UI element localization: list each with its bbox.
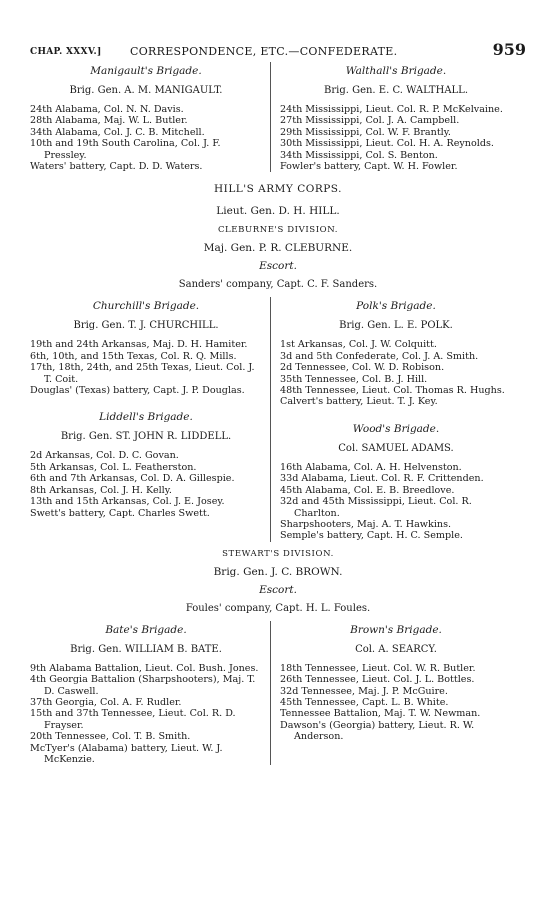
- brigade-commander: Brig. Gen. WILLIAM B. BATE.: [70, 643, 222, 655]
- unit-entry: 3d and 5th Confederate, Col. J. A. Smith.: [280, 350, 479, 362]
- cleburne-right-column: [270, 297, 512, 541]
- unit-entry: Semple's battery, Capt. H. C. Semple.: [280, 530, 463, 542]
- unit-entry: 28th Alabama, Maj. W. L. Butler.: [30, 115, 188, 127]
- unit-entry: 34th Mississippi, Col. S. Benton.: [280, 149, 438, 161]
- unit-entry: 35th Tennessee, Col. B. J. Hill.: [280, 373, 428, 385]
- stewart-left-column: [30, 621, 270, 766]
- unit-entry: 24th Alabama, Col. N. N. Davis.: [30, 104, 184, 115]
- unit-entry: 34th Alabama, Col. J. C. B. Mitchell.: [30, 126, 205, 138]
- unit-entry: 29th Mississippi, Col. W. F. Brantly.: [280, 126, 451, 138]
- unit-list: [30, 339, 262, 396]
- brigade-title: Polk's Brigade.: [356, 300, 436, 313]
- unit-entry: 27th Mississippi, Col. J. A. Campbell.: [280, 115, 460, 127]
- chapter-label: CHAP. XXXV.]: [30, 47, 102, 57]
- unit-entry: 2d Tennessee, Col. W. D. Robison.: [280, 362, 445, 374]
- unit-entry: Dawson's (Georgia) battery, Lieut. R. W. Anderson.: [280, 719, 475, 743]
- unit-list: [30, 450, 262, 518]
- top-brigades: [30, 62, 526, 172]
- unit-entry: 8th Arkansas, Col. J. H. Kelly.: [30, 484, 172, 496]
- cleburne-division-title: CLEBURNE'S DIVISION.: [217, 225, 339, 236]
- top-right-column: [270, 62, 512, 172]
- unit-entry: 16th Alabama, Col. A. H. Helvenston.: [280, 461, 462, 473]
- brigade-commander: Brig. Gen. A. M. MANIGAULT.: [69, 85, 223, 96]
- unit-entry: 15th and 37th Tennessee, Lieut. Col. R. D. Frayser.: [30, 708, 236, 731]
- stewart-division-commander: Brig. Gen. J. C. BROWN.: [213, 565, 343, 578]
- unit-entry: 2d Arkansas, Col. D. C. Govan.: [30, 450, 179, 462]
- unit-entry: Waters' battery, Capt. D. D. Waters.: [30, 161, 203, 173]
- unit-entry: 45th Tennessee, Capt. L. B. White.: [280, 696, 449, 708]
- brigade-title: Walthall's Brigade.: [345, 65, 447, 77]
- unit-list: [280, 104, 512, 172]
- unit-entry: 20th Tennessee, Col. T. B. Smith.: [30, 731, 191, 743]
- running-title: CORRESPONDENCE, ETC.—CONFEDERATE.: [130, 45, 398, 58]
- unit-entry: 9th Alabama Battalion, Lieut. Col. Bush. Jones.: [30, 662, 259, 674]
- unit-entry: Calvert's battery, Lieut. T. J. Key.: [280, 396, 438, 408]
- unit-entry: 1st Arkansas, Col. J. W. Colquitt.: [280, 339, 437, 351]
- unit-entry: 10th and 19th South Carolina, Col. J. F. Pressley.: [30, 138, 221, 161]
- brigade-spacer: [30, 396, 262, 408]
- brigade-title: Manigault's Brigade.: [90, 65, 202, 77]
- brigade-title: Churchill's Brigade.: [92, 300, 200, 313]
- brigade-title: Bate's Brigade.: [105, 623, 187, 636]
- cleburne-left-column: [30, 297, 270, 541]
- brigade-title: Brown's Brigade.: [350, 623, 442, 636]
- corps-commander: Lieut. Gen. D. H. HILL.: [216, 205, 340, 218]
- brigade-spacer: [280, 408, 512, 420]
- running-header: [30, 40, 526, 62]
- unit-entry: 17th, 18th, 24th, and 25th Texas, Lieut. Col. J. T. Coit.: [30, 362, 255, 385]
- stewart-right-column: [270, 621, 512, 766]
- unit-entry: 45th Alabama, Col. E. B. Breedlove.: [280, 484, 455, 496]
- unit-list: [280, 663, 512, 743]
- unit-entry: McTyer's (Alabama) battery, Lieut. W. J. McKenzie.: [30, 742, 223, 765]
- unit-entry: Tennessee Battalion, Maj. T. W. Newman.: [280, 708, 481, 720]
- unit-entry: 48th Tennessee, Lieut. Col. Thomas R. Hughs.: [280, 385, 505, 397]
- unit-list: [280, 339, 512, 407]
- brigade-commander: Col. SAMUEL ADAMS.: [338, 442, 454, 454]
- brigade-commander: Col. A. SEARCY.: [355, 643, 437, 655]
- unit-entry: 32d Tennessee, Maj. J. P. McGuire.: [280, 685, 448, 697]
- unit-entry: Fowler's battery, Capt. W. H. Fowler.: [280, 161, 458, 173]
- cleburne-escort-label: Escort.: [259, 260, 297, 273]
- unit-entry: 6th, 10th, and 15th Texas, Col. R. Q. Mills.: [30, 350, 237, 362]
- stewart-brigades: [30, 621, 526, 766]
- unit-entry: 30th Mississippi, Lieut. Col. H. A. Reynolds.: [280, 138, 494, 150]
- unit-list: [30, 104, 262, 172]
- brigade-title: Liddell's Brigade.: [99, 411, 193, 424]
- corps-title: HILL'S ARMY CORPS.: [214, 183, 342, 196]
- unit-entry: 32d and 45th Mississippi, Lieut. Col. R. Charlton.: [280, 496, 472, 519]
- unit-entry: 6th and 7th Arkansas, Col. D. A. Gillespie.: [30, 473, 235, 485]
- unit-entry: 4th Georgia Battalion (Sharpshooters), Maj. T. D. Caswell.: [30, 674, 256, 697]
- unit-entry: 18th Tennessee, Lieut. Col. W. R. Butler.: [280, 662, 476, 674]
- cleburne-escort-unit: Sanders' company, Capt. C. F. Sanders.: [178, 279, 378, 291]
- unit-entry: 19th and 24th Arkansas, Maj. D. H. Hamiter.: [30, 339, 248, 351]
- unit-entry: 33d Alabama, Lieut. Col. R. F. Crittenden.: [280, 473, 484, 485]
- unit-list: [30, 663, 262, 766]
- stewart-escort-label: Escort.: [259, 583, 297, 596]
- cleburne-brigades: [30, 297, 526, 541]
- brigade-commander: Brig. Gen. E. C. WALTHALL.: [324, 85, 468, 96]
- unit-entry: Swett's battery, Capt. Charles Swett.: [30, 507, 210, 519]
- stewart-division-title: STEWART'S DIVISION.: [222, 548, 334, 559]
- page-number: 959: [492, 40, 526, 59]
- cleburne-division-commander: Maj. Gen. P. R. CLEBURNE.: [203, 242, 353, 255]
- brigade-commander: Brig. Gen. T. J. CHURCHILL.: [73, 320, 219, 332]
- unit-entry: 5th Arkansas, Col. L. Featherston.: [30, 461, 197, 473]
- top-left-column: [30, 62, 270, 172]
- unit-entry: Douglas' (Texas) battery, Capt. J. P. Douglas.: [30, 385, 245, 397]
- unit-entry: 26th Tennessee, Lieut. Col. J. L. Bottles.: [280, 674, 475, 686]
- brigade-title: Wood's Brigade.: [352, 422, 440, 435]
- brigade-commander: Brig. Gen. L. E. POLK.: [339, 320, 453, 332]
- unit-entry: Sharpshooters, Maj. A. T. Hawkins.: [280, 518, 452, 530]
- unit-entry: 13th and 15th Arkansas, Col. J. E. Josey.: [30, 496, 225, 508]
- brigade-commander: Brig. Gen. ST. JOHN R. LIDDELL.: [60, 431, 232, 443]
- document-page: [30, 40, 526, 765]
- unit-entry: 24th Mississippi, Lieut. Col. R. P. McKelvaine.: [280, 104, 503, 115]
- unit-list: [280, 462, 512, 542]
- stewart-escort-unit: Foules' company, Capt. H. L. Foules.: [185, 602, 371, 614]
- unit-entry: 37th Georgia, Col. A. F. Rudler.: [30, 696, 182, 708]
